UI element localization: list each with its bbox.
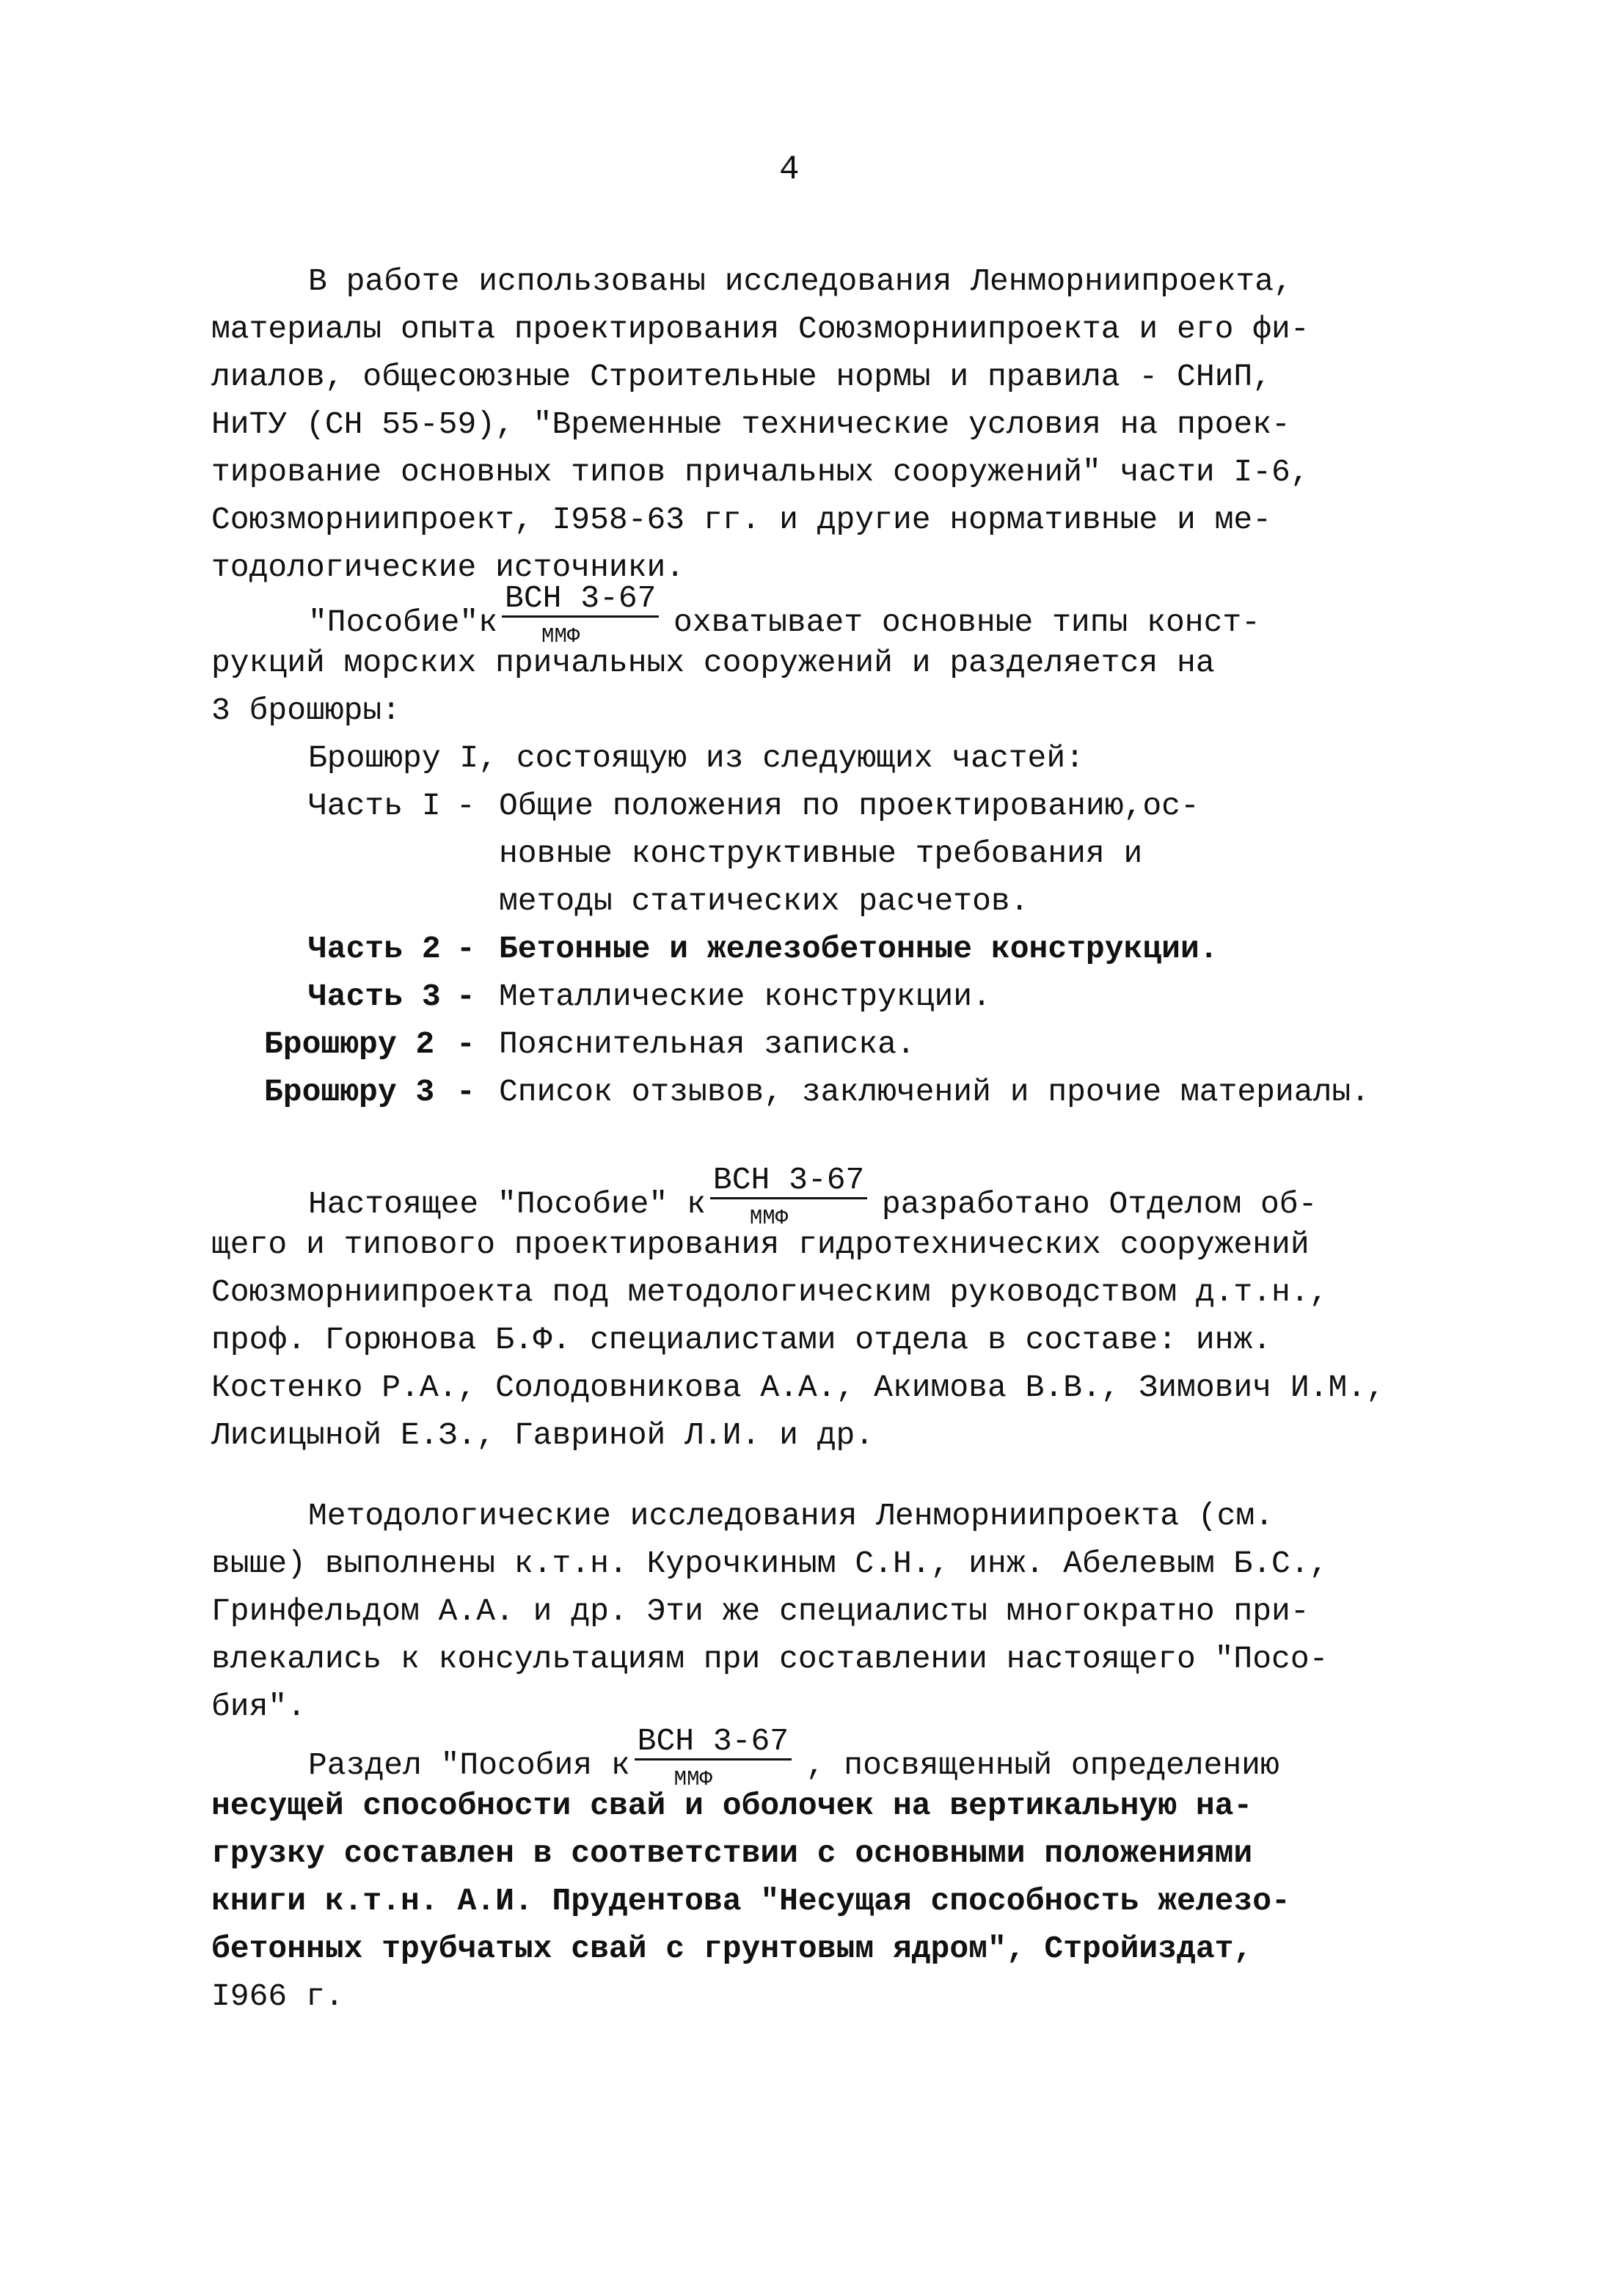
p5-line: бетонных трубчатых свай с грунтовым ядром", Стройиздат, <box>211 1931 1253 1967</box>
list-text: Бетонные и железобетонные конструкции. <box>499 931 1219 967</box>
p4-line: Гринфельдом А.А. и др. Эти же специалисты многократно при- <box>211 1593 1310 1629</box>
fraction-denominator: ММФ <box>749 1206 789 1230</box>
list-label: Часть 3 <box>308 979 441 1014</box>
p5-text-before: Раздел "Пособия к <box>308 1747 630 1783</box>
list-text: Металлические конструкции. <box>499 979 991 1014</box>
fraction-denominator: ММФ <box>673 1767 712 1791</box>
p5-line <box>308 1723 1279 1791</box>
p1-line: Союзморниипроект, I958-63 гг. и другие нормативные и ме- <box>211 502 1272 538</box>
p2-line <box>308 580 1260 648</box>
p1-line: тодологические источники. <box>211 549 685 585</box>
p3-line: щего и типового проектирования гидротехнических сооружений <box>211 1226 1310 1262</box>
p5-line: книги к.т.н. А.И. Прудентова "Несущая способность железо- <box>211 1883 1290 1919</box>
fraction-numerator: ВСН 3-67 <box>710 1164 867 1199</box>
list-text: Пояснительная записка. <box>499 1026 916 1062</box>
p4-line: выше) выполнены к.т.н. Курочкиным С.Н., инж. Абелевым Б.С., <box>211 1546 1329 1582</box>
p1-line: материалы опыта проектирования Союзморниипроекта и его фи- <box>211 311 1310 347</box>
list-text: Список отзывов, заключений и прочие материалы. <box>499 1074 1370 1110</box>
p1-line: лиалов, общесоюзные Строительные нормы и правила - СНиП, <box>211 359 1272 395</box>
p3-text-after: разработано Отделом об- <box>881 1186 1318 1222</box>
p2-text-after: охватывает основные типы конст- <box>673 604 1260 640</box>
vsn-fraction <box>630 1723 806 1791</box>
p3-line <box>308 1162 1318 1230</box>
list-dash: - <box>456 1074 475 1110</box>
p3-line: Лисицыной Е.З., Гавриной Л.И. и др. <box>211 1417 874 1453</box>
p2-line: 3 брошюры: <box>211 692 401 728</box>
p4-line: Методологические исследования Ленморниипроекта (см. <box>308 1498 1274 1534</box>
p1-line: тирование основных типов причальных сооружений" части I-6, <box>211 454 1310 490</box>
list-dash: - <box>456 979 475 1014</box>
list-label: Часть I <box>308 788 441 824</box>
p4-line: влекались к консультациям при составлении настоящего "Посо- <box>211 1641 1329 1677</box>
fraction-numerator: ВСН 3-67 <box>502 582 659 618</box>
page-number: 4 <box>779 150 800 189</box>
p5-line: грузку составлен в соответствии с основными положениями <box>211 1835 1253 1871</box>
p2-text-before: "Пособие"к <box>308 604 498 640</box>
p5-line: I966 г. <box>211 1978 344 2014</box>
list-label: Часть 2 <box>308 931 441 967</box>
p5-line: несущей способности свай и оболочек на вертикальную на- <box>211 1788 1253 1824</box>
p3-line: Союзморниипроекта под методологическим руководством д.т.н., <box>211 1274 1329 1310</box>
p3-line: проф. Горюнова Б.Ф. специалистами отдела в составе: инж. <box>211 1322 1272 1358</box>
vsn-fraction <box>497 580 673 648</box>
fraction-denominator: ММФ <box>541 624 580 648</box>
list-text: методы статических расчетов. <box>499 883 1029 919</box>
p1-line: В работе использованы исследования Ленморниипроекта, <box>308 263 1293 299</box>
list-label: Брошюру 3 <box>264 1074 435 1110</box>
list-dash: - <box>456 788 475 824</box>
fraction-numerator: ВСН 3-67 <box>635 1725 792 1761</box>
p2-line: рукций морских причальных сооружений и разделяется на <box>211 645 1215 681</box>
p4-line: бия". <box>211 1689 307 1725</box>
p3-line: Костенко Р.А., Солодовникова А.А., Акимова В.В., Зимович И.М., <box>211 1370 1385 1405</box>
list-text: Общие положения по проектированию,ос- <box>499 788 1199 824</box>
list-dash: - <box>456 931 475 967</box>
p5-text-after: , посвященный определению <box>806 1747 1279 1783</box>
p1-line: НиТУ (СН 55-59), "Временные технические условия на проек- <box>211 406 1290 442</box>
list-text: новные конструктивные требования и <box>499 836 1143 871</box>
vsn-fraction <box>706 1162 882 1230</box>
list-dash: - <box>456 1026 475 1062</box>
p3-text-before: Настоящее "Пособие" к <box>308 1186 706 1222</box>
list-intro: Брошюру I, состоящую из следующих частей: <box>308 740 1084 776</box>
list-label: Брошюру 2 <box>264 1026 435 1062</box>
